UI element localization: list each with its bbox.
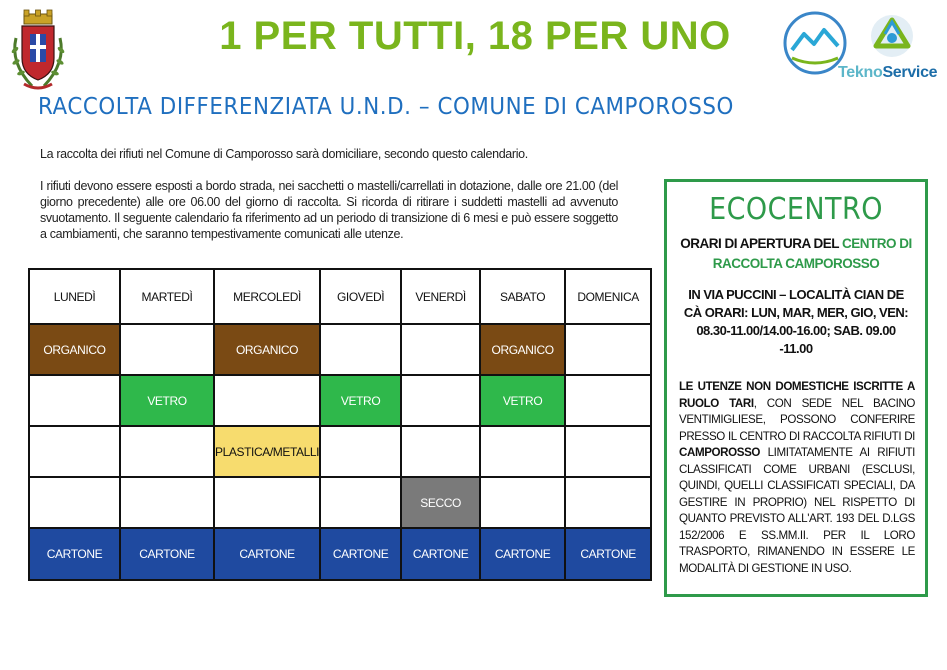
- calendar-row-secco: [29, 477, 651, 528]
- calendar-row-vetro: [29, 375, 651, 426]
- calendar-cell: [120, 477, 214, 528]
- calendar-row-plastica: [29, 426, 651, 477]
- calendar-cell: [320, 426, 401, 477]
- day-header: GIOVEDÌ: [320, 269, 401, 324]
- calendar-cell: VETRO: [480, 375, 565, 426]
- hours-heading-highlight: CENTRO DI RACCOLTA CAMPOROSSO: [712, 236, 912, 271]
- calendar-cell: [214, 375, 320, 426]
- wordmark-part-1: Tekno: [838, 64, 883, 81]
- collection-calendar: [28, 268, 652, 581]
- calendar-cell: [214, 477, 320, 528]
- calendar-cell: [120, 324, 214, 375]
- calendar-cell: [565, 477, 651, 528]
- calendar-cell: [401, 375, 480, 426]
- ecocentro-note: [679, 379, 915, 577]
- calendar-cell: [320, 477, 401, 528]
- calendar-row-cartone: [29, 528, 651, 580]
- day-header: DOMENICA: [565, 269, 651, 324]
- page-subtitle: RACCOLTA DIFFERENZIATA U.N.D. – COMUNE DI CAMPOROSSO: [38, 94, 734, 120]
- note-text-1: , CON SEDE NEL BACINO VENTIMIGLIESE, POSSONO CONFERIRE PRESSO IL CENTRO DI RACCOLTA RIFIUTI DI: [679, 396, 915, 443]
- intro-paragraph-2: I rifiuti devono essere esposti a bordo strada, nei sacchetti o mastelli/carrellati in dotazione, dalle ore 21.00 (del giorno precedente) alle ore 06.00 del giorno di raccolta. Si ricorda di ritirare i suddetti mastelli ad avvenuto svuotamento. Il seguente calendario fa riferimento ad un periodo di transizione di 6 mesi e può essere soggetto a cambiamenti, che saranno tempestivamente comunicati alle utenze.: [40, 179, 618, 241]
- day-header: SABATO: [480, 269, 565, 324]
- calendar-cell: [565, 324, 651, 375]
- calendar-header-row: [29, 269, 651, 324]
- calendar-cell: ORGANICO: [480, 324, 565, 375]
- calendar-cell: [29, 477, 120, 528]
- calendar-cell: [480, 477, 565, 528]
- calendar-cell: ORGANICO: [214, 324, 320, 375]
- ecocentro-address: IN VIA PUCCINI – LOCALITÀ CIAN DE CÀ ORARI: LUN, MAR, MER, GIO, VEN: 08.30-11.00/14.00-16.00; SAB. 09.00 -11.00: [683, 287, 909, 356]
- ecocentro-hours-heading: [675, 234, 917, 274]
- calendar-cell: [401, 324, 480, 375]
- intro-paragraph-1: La raccolta dei rifiuti nel Comune di Camporosso sarà domiciliare, secondo questo calendario.: [40, 147, 528, 161]
- calendar-cell: [565, 426, 651, 477]
- calendar-cell: [320, 324, 401, 375]
- calendar-cell: CARTONE: [401, 528, 480, 580]
- calendar-cell: [480, 426, 565, 477]
- calendar-cell: CARTONE: [29, 528, 120, 580]
- note-bold-1: LE UTENZE NON DOMESTICHE ISCRITTE A RUOLO TARI: [679, 380, 915, 410]
- ecocentro-box: [664, 179, 928, 597]
- day-header: VENERDÌ: [401, 269, 480, 324]
- calendar-cell: [401, 426, 480, 477]
- calendar-cell: [565, 375, 651, 426]
- calendar-cell: CARTONE: [214, 528, 320, 580]
- teknoservice-wordmark: [838, 64, 937, 82]
- calendar-cell: [120, 426, 214, 477]
- note-text-2: LIMITATAMENTE AI RIFIUTI CLASSIFICATI COME URBANI (ESCLUSI, QUINDI, QUELLI CLASSIFICATI SPECIALI, DA GESTIRE IN PROPRIO) NEL RISPETTO DI QUANTO PREVISTO ALL'ART. 193 DEL D.LGS 152/2006 E SS.MM.II. PER IL LORO TRASPORTO, RIMANENDO IN ESSERE LE MODALITÀ DI GESTIONE IN USO.: [679, 446, 915, 575]
- calendar-cell: ORGANICO: [29, 324, 120, 375]
- calendar-cell: VETRO: [320, 375, 401, 426]
- day-header: MERCOLEDÌ: [214, 269, 320, 324]
- ecocentro-title: ECOCENTRO: [709, 192, 883, 227]
- calendar-cell: [29, 375, 120, 426]
- calendar-cell: [29, 426, 120, 477]
- hours-heading-text: ORARI DI APERTURA DEL: [680, 236, 842, 251]
- page-headline: 1 PER TUTTI, 18 PER UNO: [219, 14, 731, 58]
- note-bold-2: CAMPOROSSO: [679, 446, 761, 459]
- municipal-crest-icon: [8, 8, 68, 94]
- wordmark-part-2: Service: [882, 64, 938, 81]
- day-header: LUNEDÌ: [29, 269, 120, 324]
- calendar-cell: PLASTICA/METALLI: [214, 426, 320, 477]
- calendar-cell: CARTONE: [480, 528, 565, 580]
- calendar-cell: CARTONE: [320, 528, 401, 580]
- calendar-cell: VETRO: [120, 375, 214, 426]
- calendar-cell: CARTONE: [120, 528, 214, 580]
- calendar-row-organico: [29, 324, 651, 375]
- calendar-cell: CARTONE: [565, 528, 651, 580]
- calendar-cell: SECCO: [401, 477, 480, 528]
- day-header: MARTEDÌ: [120, 269, 214, 324]
